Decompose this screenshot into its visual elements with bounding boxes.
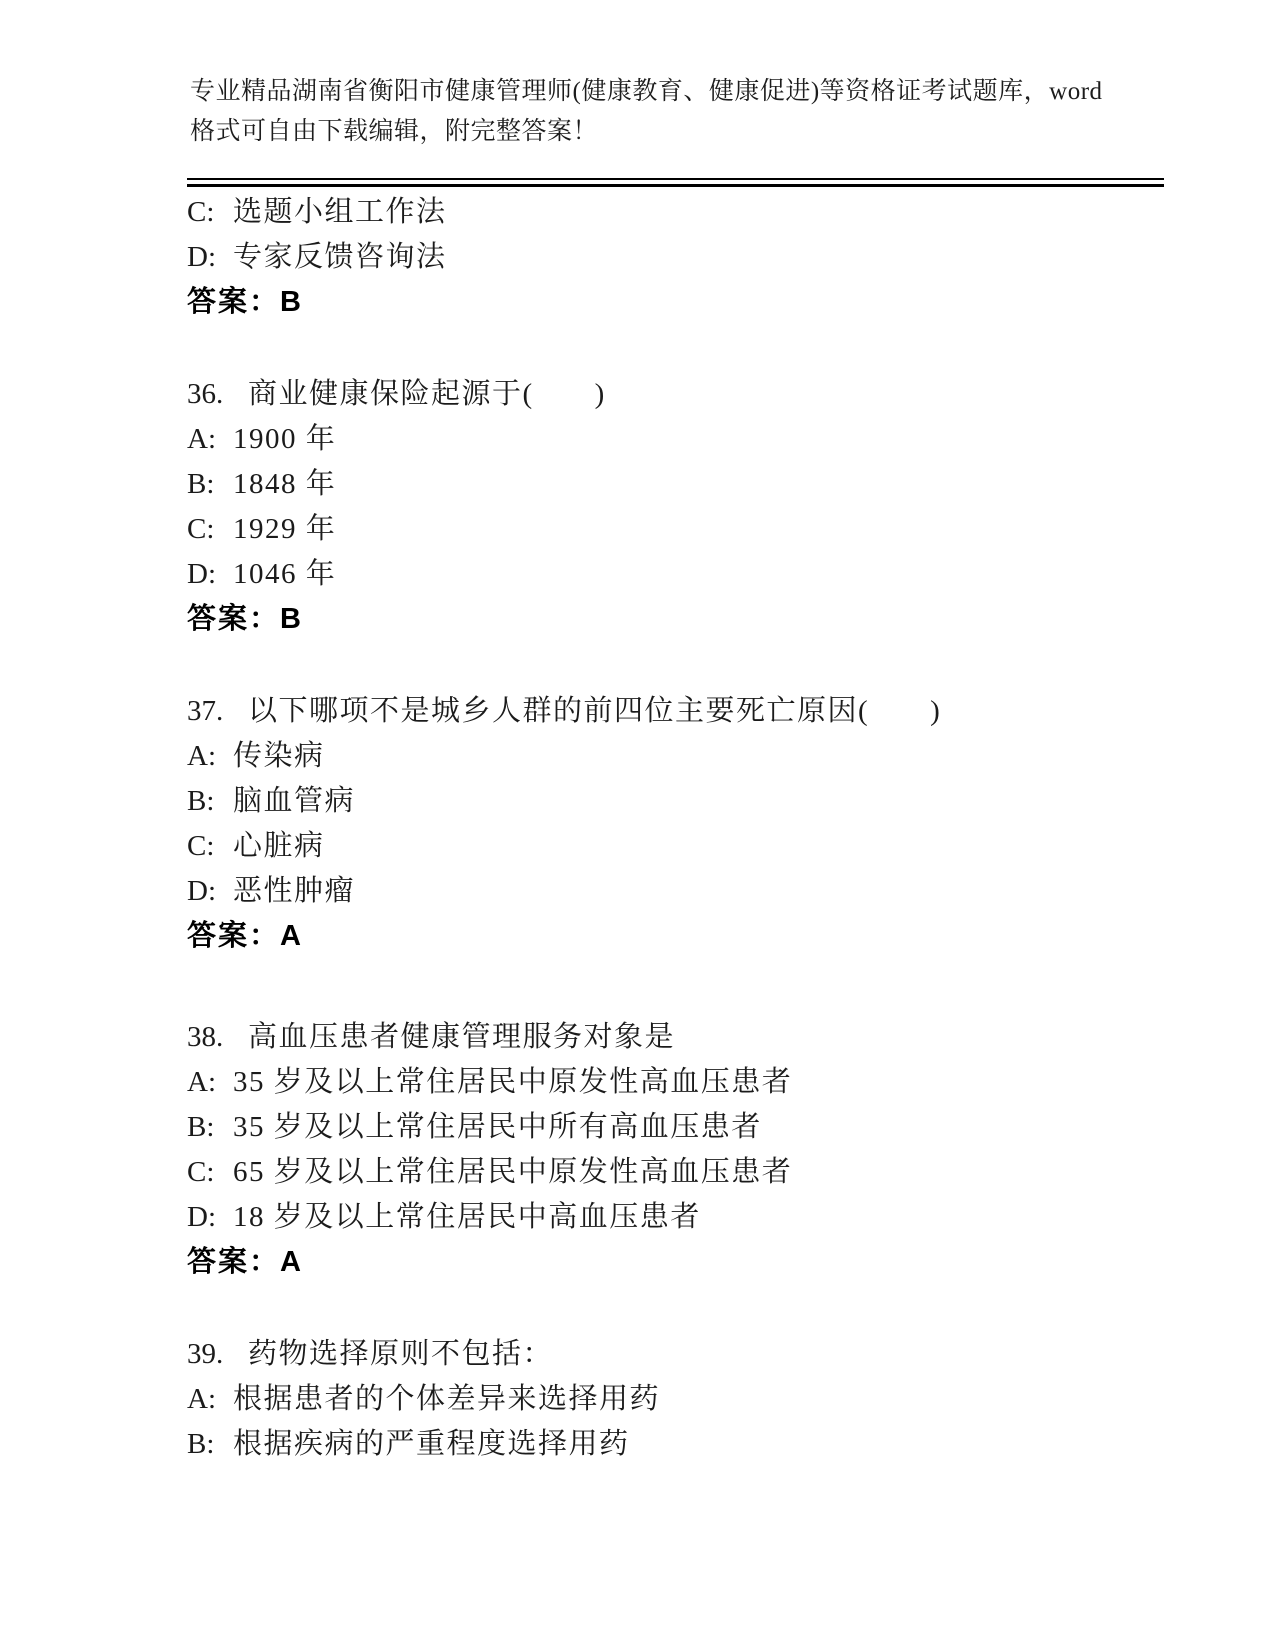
- option-label: B:: [187, 1111, 215, 1143]
- option-row: [187, 1377, 1187, 1422]
- document-header: [190, 72, 1130, 152]
- option-row: [187, 1422, 1187, 1467]
- header-line-1: 专业精品湖南省衡阳市健康管理师(健康教育、健康促进)等资格证考试题库，word: [190, 78, 1103, 105]
- question-number: 39.: [187, 1338, 224, 1370]
- answer-row: 答案：A: [187, 920, 303, 952]
- option-label: D:: [187, 558, 216, 590]
- answer-row: 答案：A: [187, 1246, 303, 1278]
- answer-row: 答案：B: [187, 286, 303, 318]
- header-divider-rule: [187, 178, 1164, 187]
- option-label: A:: [187, 1066, 216, 1098]
- option-label: B:: [187, 468, 215, 500]
- option-row: [187, 869, 1187, 914]
- option-row: [187, 824, 1187, 869]
- question-number: 36.: [187, 378, 224, 410]
- option-text: 脑血管病: [233, 785, 356, 817]
- option-text: 18 岁及以上常住居民中高血压患者: [233, 1201, 701, 1233]
- option-label: D:: [187, 1201, 216, 1233]
- question-row: [187, 689, 1187, 734]
- option-row: [187, 1195, 1187, 1240]
- option-row: [187, 779, 1187, 824]
- option-row: [187, 1060, 1187, 1105]
- option-row: [187, 734, 1187, 779]
- questions-content: [187, 190, 1187, 1467]
- question-row: [187, 1332, 1187, 1377]
- option-text: 35 岁及以上常住居民中所有高血压患者: [233, 1111, 762, 1143]
- option-label: C:: [187, 830, 215, 862]
- option-label: B:: [187, 1428, 215, 1460]
- question-block-39: [187, 1332, 1187, 1467]
- question-number: 37.: [187, 695, 224, 727]
- option-label: A:: [187, 740, 216, 772]
- option-text: 心脏病: [233, 830, 325, 862]
- option-text: 传染病: [233, 740, 325, 772]
- option-label: B:: [187, 785, 215, 817]
- question-block-38: [187, 1015, 1187, 1285]
- option-row: [187, 507, 1187, 552]
- question-row: [187, 372, 1187, 417]
- option-row: [187, 190, 1187, 235]
- question-number: 38.: [187, 1021, 224, 1053]
- option-text: 专家反馈咨询法: [233, 241, 447, 273]
- option-text: 根据患者的个体差异来选择用药: [233, 1383, 661, 1415]
- question-block-prev: [187, 190, 1187, 325]
- option-label: D:: [187, 241, 216, 273]
- question-row: [187, 1015, 1187, 1060]
- option-label: C:: [187, 196, 215, 228]
- option-label: A:: [187, 1383, 216, 1415]
- option-text: 1900 年: [233, 423, 337, 455]
- option-row: [187, 462, 1187, 507]
- option-text: 65 岁及以上常住居民中原发性高血压患者: [233, 1156, 793, 1188]
- option-label: C:: [187, 513, 215, 545]
- option-text: 1929 年: [233, 513, 337, 545]
- header-line-2: 格式可自由下载编辑，附完整答案！: [190, 118, 599, 145]
- option-text: 恶性肿瘤: [233, 875, 356, 907]
- question-block-37: [187, 689, 1187, 959]
- option-label: C:: [187, 1156, 215, 1188]
- question-title: 高血压患者健康管理服务对象是: [248, 1021, 676, 1053]
- question-title: 以下哪项不是城乡人群的前四位主要死亡原因( ): [248, 695, 942, 727]
- option-row: [187, 235, 1187, 280]
- option-row: [187, 1150, 1187, 1195]
- option-text: 1848 年: [233, 468, 337, 500]
- option-row: [187, 552, 1187, 597]
- option-label: D:: [187, 875, 216, 907]
- question-title: 药物选择原则不包括：: [248, 1338, 554, 1370]
- question-title: 商业健康保险起源于( ): [248, 378, 606, 410]
- option-text: 1046 年: [233, 558, 337, 590]
- option-label: A:: [187, 423, 216, 455]
- option-row: [187, 417, 1187, 462]
- option-text: 根据疾病的严重程度选择用药: [233, 1428, 630, 1460]
- option-row: [187, 1105, 1187, 1150]
- answer-row: 答案：B: [187, 603, 303, 635]
- option-text: 35 岁及以上常住居民中原发性高血压患者: [233, 1066, 793, 1098]
- question-block-36: [187, 372, 1187, 642]
- option-text: 选题小组工作法: [233, 196, 447, 228]
